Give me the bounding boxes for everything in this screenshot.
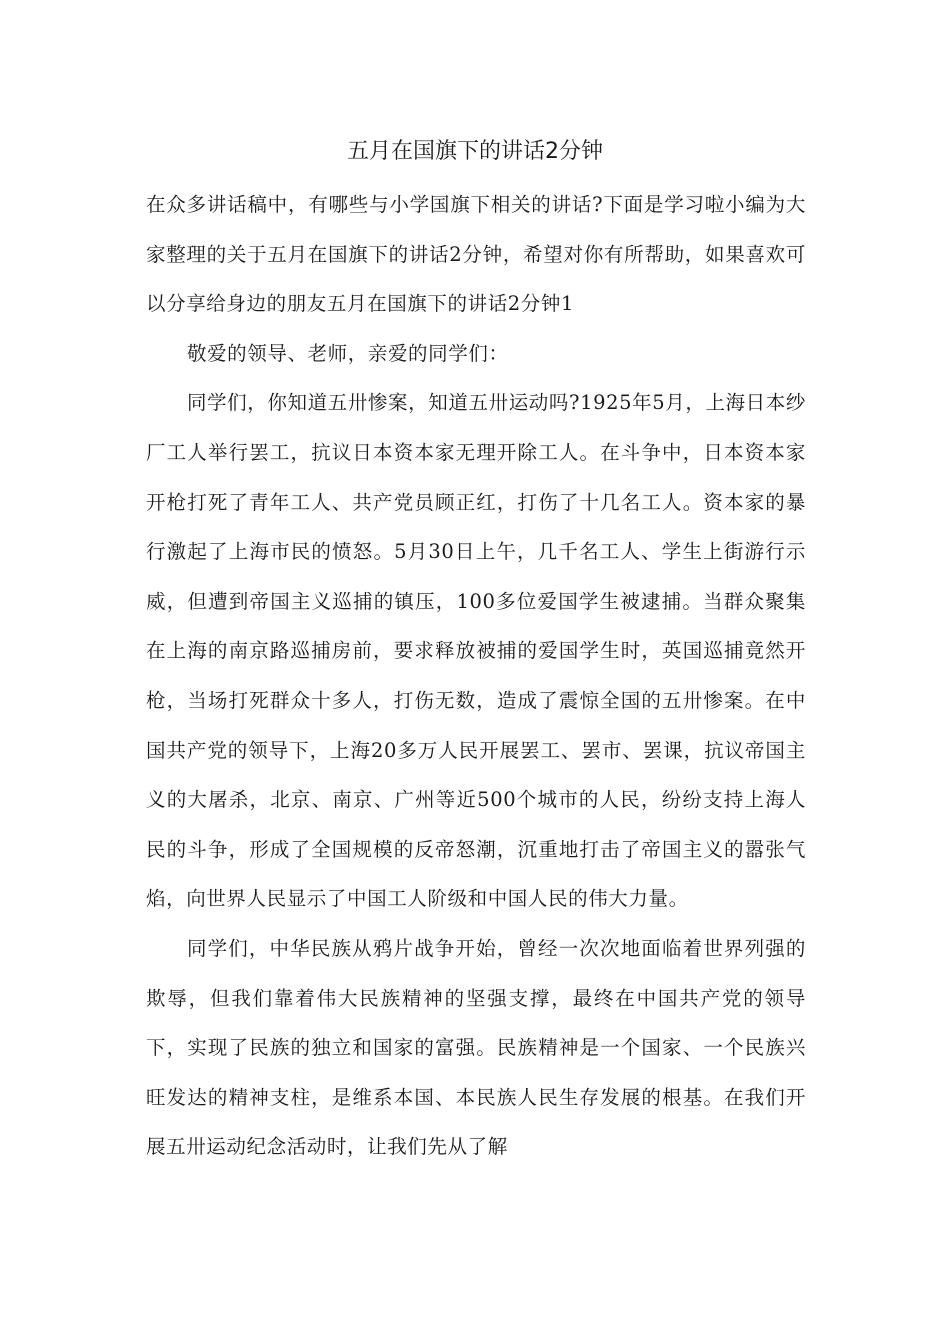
salutation-paragraph: 敬爱的领导、老师，亲爱的同学们： xyxy=(186,341,509,365)
body-paragraph: 同学们，你知道五卅惨案，知道五卅运动吗?1925年5月，上海日本纱厂工人举行罢工，抗议日本资本家无理开除工人。在斗争中，日本资本家开枪打死了青年工人、共产党员顾正红，打伤了十几名工人。资本家的暴行激起了上海市民的愤怒。5月30日上午，几千名工人、学生上街游行示威，但遭到帝国主义巡捕的镇压，100多位爱国学生被逮捕。当群众聚集在上海的南京路巡捕房前，要求释放被捕的爱国学生时，英国巡捕竟然开枪，当场打死群众十多人，打伤无数，造成了震惊全国的五卅惨案。在中国共产党的领导下，上海20多万人民开展罢工、罢市、罢课，抗议帝国主义的大屠杀，北京、南京、广州等近500个城市的人民，纷纷支持上海人民的斗争，形成了全国规模的反帝怒潮，沉重地打击了帝国主义的嚣张气焰，向世界人民显示了中国工人阶级和中国人民的伟大力量。 xyxy=(146,391,806,911)
document-title: 五月在国旗下的讲话2分钟 xyxy=(347,139,603,164)
intro-paragraph: 在众多讲话稿中，有哪些与小学国旗下相关的讲话?下面是学习啦小编为大家整理的关于五月在国旗下的讲话2分钟，希望对你有所帮助，如果喜欢可以分享给身边的朋友五月在国旗下的讲话2分钟1 xyxy=(146,193,806,316)
body-paragraph: 同学们，中华民族从鸦片战争开始，曾经一次次地面临着世界列强的欺辱，但我们靠着伟大民族精神的坚强支撑，最终在中国共产党的领导下，实现了民族的独立和国家的富强。民族精神是一个国家、一个民族兴旺发达的精神支柱，是维系本国、本民族人民生存发展的根基。在我们开展五卅运动纪念活动时，让我们先从了解 xyxy=(146,936,806,1159)
document-body xyxy=(146,180,806,1172)
